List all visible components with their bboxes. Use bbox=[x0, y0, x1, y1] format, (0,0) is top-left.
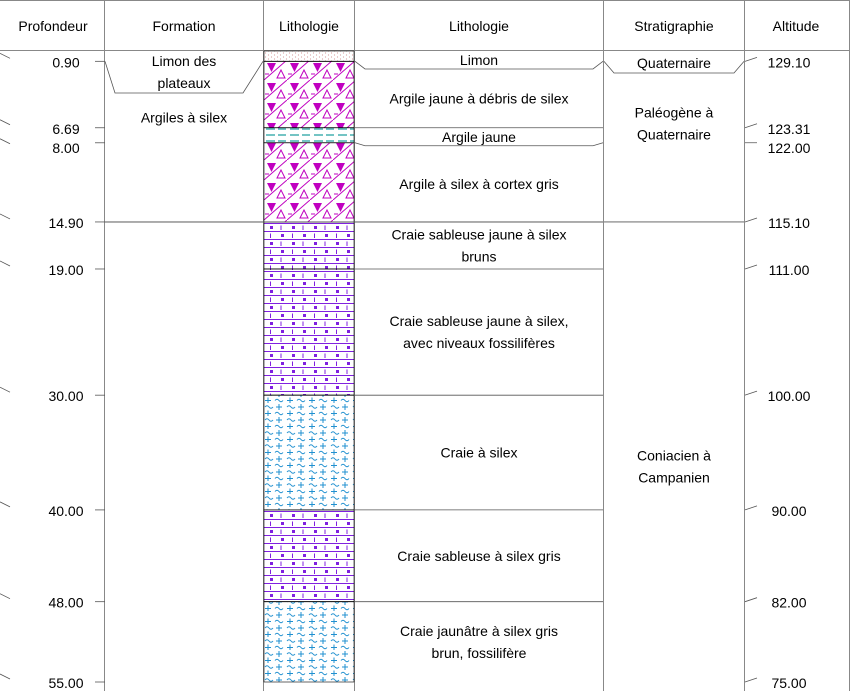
stratigraphy-label: Paléogène à bbox=[634, 104, 714, 121]
lithology-pattern-chalk bbox=[264, 602, 354, 682]
lithology-pattern-dashes bbox=[264, 128, 354, 143]
altitude-tick bbox=[745, 124, 757, 128]
lithology-description-label: Craie jaunâtre à silex gris bbox=[400, 622, 558, 639]
depth-tick bbox=[0, 594, 10, 599]
lithology-description-label: brun, fossilifère bbox=[431, 644, 527, 661]
altitude-tick bbox=[745, 506, 757, 510]
header-lithology-description: Lithologie bbox=[449, 18, 509, 34]
lithology-description-label: Limon bbox=[459, 52, 499, 68]
altitude-label: 75.00 bbox=[771, 675, 807, 691]
stratigraphy-label: Campanien bbox=[638, 469, 710, 486]
altitude-column bbox=[745, 54, 811, 691]
depth-label: 0.90 bbox=[52, 54, 80, 71]
depth-label: 14.90 bbox=[48, 214, 84, 231]
altitude-tick bbox=[745, 678, 757, 682]
altitude-label: 122.00 bbox=[767, 139, 811, 156]
header-altitude: Altitude bbox=[772, 18, 820, 34]
lithology-pattern-chalk bbox=[264, 395, 354, 510]
altitude-label: 111.00 bbox=[768, 261, 810, 278]
lithology-pattern-sandy bbox=[264, 510, 354, 602]
lithology-description-label: Craie sableuse à silex gris bbox=[397, 547, 561, 564]
altitude-label: 129.10 bbox=[767, 54, 811, 71]
depth-tick bbox=[0, 674, 10, 679]
depth-label: 6.69 bbox=[52, 120, 80, 137]
stratigraphy-label: Coniacien à bbox=[637, 447, 711, 464]
header-row bbox=[18, 18, 819, 34]
lithology-description-label: Craie sableuse jaune à silex, bbox=[389, 313, 569, 330]
header-lithology-pattern: Lithologie bbox=[279, 18, 339, 34]
header-stratigraphy: Stratigraphie bbox=[634, 18, 714, 34]
header-formation: Formation bbox=[152, 18, 216, 34]
lithology-description-label: avec niveaux fossilifères bbox=[403, 335, 555, 352]
depth-label: 19.00 bbox=[48, 261, 84, 278]
lithology-description-label: Craie sableuse jaune à silex bbox=[391, 226, 567, 243]
altitude-label: 123.31 bbox=[767, 120, 811, 137]
altitude-label: 82.00 bbox=[771, 594, 807, 611]
lithology-pattern-limon bbox=[264, 51, 354, 61]
lithology-pattern-triangles bbox=[264, 61, 354, 127]
stratigraphy-column bbox=[604, 55, 744, 485]
altitude-label: 115.10 bbox=[768, 214, 810, 231]
lithology-description-label: Argile jaune bbox=[442, 128, 516, 145]
altitude-tick bbox=[745, 57, 757, 61]
stratigraphy-label: Quaternaire bbox=[637, 126, 711, 143]
altitude-tick bbox=[745, 598, 757, 602]
formation-label: Argiles à silex bbox=[140, 109, 228, 126]
altitude-tick bbox=[745, 265, 757, 269]
formation-column bbox=[105, 53, 263, 222]
altitude-label: 90.00 bbox=[771, 502, 807, 519]
lithology-pattern-column bbox=[264, 51, 354, 682]
lithology-pattern-sandy bbox=[264, 222, 354, 269]
lithology-description-label: Craie à silex bbox=[440, 444, 518, 461]
depth-tick bbox=[0, 139, 10, 144]
depth-label: 48.00 bbox=[48, 594, 84, 611]
depth-tick bbox=[0, 53, 10, 58]
depth-label: 40.00 bbox=[48, 502, 84, 519]
lithology-pattern-triangles bbox=[264, 143, 354, 222]
header-depth: Profondeur bbox=[18, 18, 88, 34]
depth-tick bbox=[0, 120, 10, 125]
formation-label: Limon des bbox=[151, 53, 217, 69]
altitude-tick bbox=[745, 391, 757, 395]
altitude-tick bbox=[745, 218, 757, 222]
stratigraphy-label: Quaternaire bbox=[637, 55, 711, 71]
lithology-description-label: bruns bbox=[461, 248, 497, 265]
depth-label: 30.00 bbox=[48, 388, 84, 405]
depth-tick bbox=[0, 387, 10, 392]
lithology-description-label: Argile jaune à débris de silex bbox=[389, 90, 569, 107]
depth-column bbox=[0, 53, 105, 691]
lithology-pattern-sandy bbox=[264, 269, 354, 395]
depth-tick bbox=[0, 261, 10, 266]
depth-label: 55.00 bbox=[48, 675, 84, 691]
depth-tick bbox=[0, 214, 10, 219]
depth-label: 8.00 bbox=[52, 139, 80, 156]
formation-label: plateaux bbox=[157, 75, 211, 91]
lithology-description-label: Argile à silex à cortex gris bbox=[399, 175, 559, 192]
altitude-label: 100.00 bbox=[767, 388, 811, 405]
depth-tick bbox=[0, 502, 10, 507]
